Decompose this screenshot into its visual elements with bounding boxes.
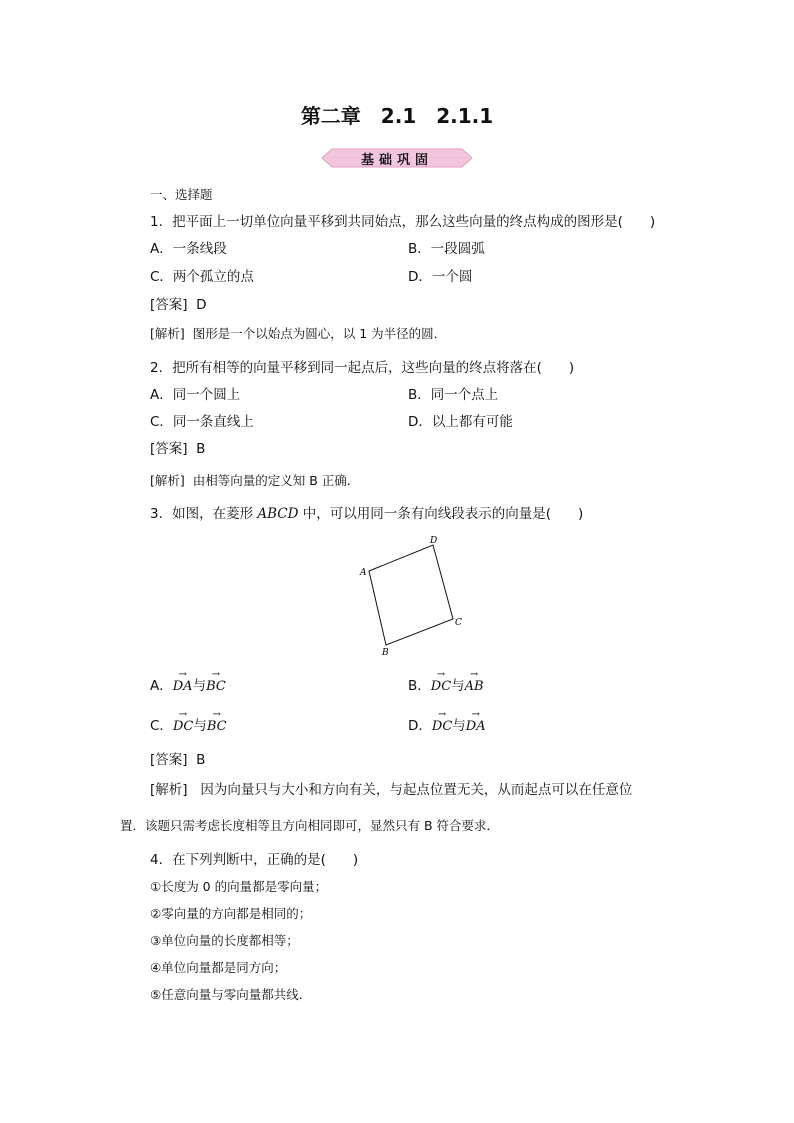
- q3-option-b: B． → DC与 → AB: [408, 669, 484, 694]
- analysis-text: 图形是一个以始点为圆心，以 1 为半径的圆．: [192, 326, 447, 341]
- q4-item-3: ③单位向量的长度都相等；: [150, 933, 299, 948]
- vertex-label-c: C: [455, 618, 462, 628]
- vector-da: → DA: [465, 709, 486, 734]
- vertex-label-a: A: [360, 568, 367, 578]
- q2-stem: 2．把所有相等的向量平移到同一起点后，这些向量的终点将落在( ): [150, 360, 575, 376]
- banner-text: 基础巩固: [360, 153, 433, 168]
- answer-label: [答案]: [150, 752, 188, 768]
- vector-bc: → BC: [206, 709, 227, 734]
- answer-label: [答案]: [150, 297, 188, 313]
- q2-option-b: B．同一个点上: [408, 387, 499, 403]
- vector-dc: → DC: [430, 669, 452, 694]
- vector-da: → DA: [172, 669, 193, 694]
- analysis-text: 由相等向量的定义知 B 正确．: [192, 473, 360, 488]
- answer-value: B: [196, 752, 206, 768]
- vector-bc: → BC: [206, 669, 226, 694]
- q1-option-c: C．两个孤立的点: [150, 269, 254, 285]
- q4-item-2: ②零向量的方向都是相同的；: [150, 906, 312, 921]
- q1-option-d: D．一个圆: [408, 269, 473, 285]
- q3-stem-variable: ABCD: [257, 506, 299, 522]
- q3-option-c: C． → DC与 → BC: [150, 709, 227, 734]
- page-title: 第二章 2.1 2.1.1: [300, 104, 494, 128]
- q1-option-a: A．一条线段: [150, 241, 227, 257]
- q1-analysis: [150, 325, 446, 343]
- q3-option-a: A． → DA与 → BC: [150, 669, 226, 694]
- vector-ab: → AB: [464, 669, 484, 694]
- q2-answer: [150, 440, 205, 458]
- analysis-label: [解析]: [150, 326, 185, 341]
- section-banner: [322, 147, 472, 169]
- q1-answer: [150, 296, 207, 314]
- q2-option-d: D．以上都有可能: [408, 414, 513, 430]
- answer-label: [答案]: [150, 441, 188, 457]
- q4-stem: 4．在下列判断中，正确的是( ): [150, 852, 359, 868]
- analysis-label: [解析]: [150, 473, 185, 488]
- q2-option-c: C．同一条直线上: [150, 414, 254, 430]
- q3-analysis-line2: 置．该题只需考虑长度相等且方向相同即可，显然只有 B 符合要求．: [120, 818, 500, 833]
- analysis-text: 因为向量只与大小和方向有关，与起点位置无关，从而起点可以在任意位: [200, 782, 633, 798]
- vertex-label-d: D: [430, 536, 438, 546]
- analysis-label: [解析]: [150, 782, 188, 798]
- q1-stem: 1．把平面上一切单位向量平移到共同始点，那么这些向量的终点构成的图形是( ): [150, 214, 656, 230]
- q3-analysis-line1: [150, 781, 632, 799]
- q4-item-1: ①长度为 0 的向量都是零向量；: [150, 879, 328, 894]
- q4-item-5: ⑤任意向量与零向量都共线.: [150, 987, 303, 1002]
- q1-option-b: B．一段圆弧: [408, 241, 485, 257]
- answer-value: D: [196, 297, 207, 313]
- rhombus-diagram: [355, 533, 465, 658]
- rhombus-figure: [355, 533, 465, 658]
- vector-dc: → DC: [431, 709, 453, 734]
- section-heading: 一、选择题: [150, 187, 213, 202]
- vector-dc: → DC: [172, 709, 194, 734]
- q2-analysis: [150, 472, 359, 490]
- q4-item-4: ④单位向量都是同方向；: [150, 960, 287, 975]
- q3-answer: [150, 751, 205, 769]
- answer-value: B: [196, 441, 206, 457]
- q2-option-a: A．同一个圆上: [150, 387, 241, 403]
- vertex-label-b: B: [382, 648, 389, 658]
- q3-option-d: D． → DC与 → DA: [408, 709, 486, 734]
- q3-stem: 3．如图，在菱形 ABCD 中，可以用同一条有向线段表示的向量是( ): [150, 506, 584, 522]
